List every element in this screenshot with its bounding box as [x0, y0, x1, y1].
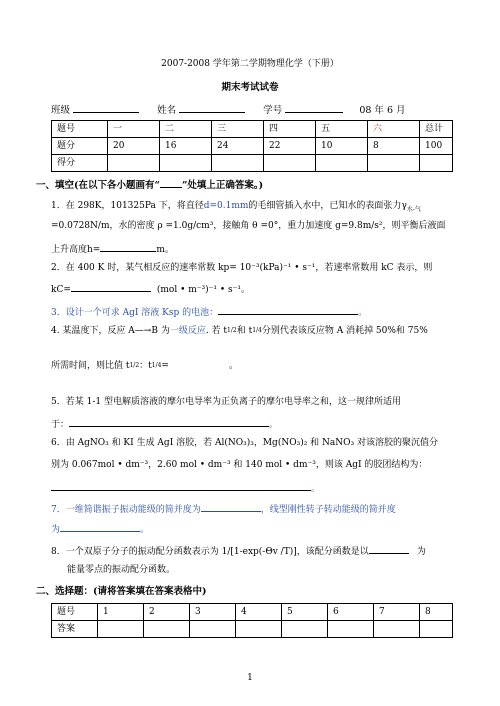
exam-subtitle: 期末考试试卷: [221, 82, 279, 93]
question-6-line-3: 。: [51, 481, 320, 495]
answer-field-q7b[interactable]: [60, 522, 140, 532]
cell: 题分: [52, 138, 108, 155]
score-input[interactable]: [420, 155, 453, 172]
question-2-line-2: kC= (mol • m⁻³)⁻¹ • s⁻¹。: [51, 282, 250, 296]
cell: 20: [108, 138, 160, 155]
cell: 二: [160, 121, 212, 138]
answer-table-row-answers: [52, 621, 453, 638]
answer-input[interactable]: [420, 621, 453, 638]
question-1-line-1: 1．在 298K，101325Pa 下，将直径d=0.1mm的毛细管插入水中，已知水的表面张力$\gamma_{水-气}$: [51, 201, 421, 213]
page-number: 1: [247, 673, 253, 683]
student-info-row: [51, 103, 406, 117]
cell: 四: [264, 121, 316, 138]
score-input[interactable]: [212, 155, 264, 172]
cell: 100: [420, 138, 453, 155]
question-8-line-2: 能量零点的振动配分函数。: [67, 565, 176, 575]
answer-input[interactable]: [98, 621, 144, 638]
cell: 1: [98, 604, 144, 621]
cell: 五: [316, 121, 368, 138]
cell: 8: [420, 604, 453, 621]
answer-field-q2[interactable]: [71, 282, 151, 292]
cell: 4: [236, 604, 282, 621]
cell: 三: [212, 121, 264, 138]
id-label: 学号: [263, 105, 283, 116]
name-field[interactable]: [179, 103, 245, 113]
question-5-line-2: 于： 。: [51, 417, 278, 431]
answer-field-q4[interactable]: [169, 358, 229, 368]
question-7-line-1: 7．一维简谐振子振动能级的简并度为 ，线型刚性转子转动能级的简并度: [51, 502, 396, 516]
cell: 题号: [52, 121, 108, 138]
cell: 六: [368, 121, 420, 138]
answer-input[interactable]: [374, 621, 420, 638]
score-input[interactable]: [264, 155, 316, 172]
question-1-line-3: 上升高度h= m。: [51, 242, 174, 256]
id-field[interactable]: [285, 103, 343, 113]
answer-field-q1[interactable]: [100, 242, 156, 252]
answer-input[interactable]: [328, 621, 374, 638]
answer-field-q7a[interactable]: [201, 502, 261, 512]
cell: 2: [144, 604, 190, 621]
cell: 16: [160, 138, 212, 155]
score-table-row-header: [52, 121, 453, 138]
cell: 3: [190, 604, 236, 621]
question-5-line-1: 5．若某 1-1 型电解质溶液的摩尔电导率为正负离子的摩尔电导率之和，这一规律所适用: [51, 397, 401, 407]
class-label: 班级: [51, 105, 71, 116]
cell: 24: [212, 138, 264, 155]
cell: 得分: [52, 155, 108, 172]
question-8-line-1: 8．一个双原子分子的振动配分函数表示为 1/[1-exp(-Θv /T)]，该配分函数是以 为: [51, 544, 426, 558]
answer-input[interactable]: [144, 621, 190, 638]
cell: 总计: [420, 121, 453, 138]
answer-field-q5[interactable]: [69, 417, 269, 427]
question-4-line-2: 所需时间，则比值 t1/2：t1/4= 。: [51, 358, 238, 372]
question-6-line-2: 别为 0.067mol • dm⁻³，2.60 mol • dm⁻³ 和 140 mol • dm⁻³，则该 AgI 的胶团结构为：: [51, 460, 428, 470]
answer-input[interactable]: [236, 621, 282, 638]
question-2-line-1: 2．在 400 K 时，某气相反应的速率常数 kp= 10⁻³(kPa)⁻¹ • s⁻¹，若速率常数用 kC 表示，则: [51, 263, 433, 273]
question-3: 3．设计一个可求 AgI 溶液 Ksp 的电池： 。: [51, 305, 367, 319]
score-table: [51, 120, 453, 172]
answer-table: [51, 603, 453, 638]
exam-title: 2007-2008 学年第二学期物理化学（下册）: [161, 59, 339, 69]
answer-input[interactable]: [190, 621, 236, 638]
question-7-line-2: 为 。: [51, 522, 149, 536]
section1-heading: 一、填空(在以下各小题画有“ ”处填上正确答案。): [36, 180, 264, 191]
answer-field-q6[interactable]: [51, 481, 311, 491]
cell: 题号: [52, 604, 98, 621]
section2-heading: 二、选择题：(请将答案填在答案表格中): [36, 586, 207, 597]
score-input[interactable]: [160, 155, 212, 172]
cell: 22: [264, 138, 316, 155]
cell: 7: [374, 604, 420, 621]
score-input[interactable]: [316, 155, 368, 172]
cell: 6: [328, 604, 374, 621]
answer-table-row-header: [52, 604, 453, 621]
class-field[interactable]: [73, 103, 139, 113]
score-table-row-score: [52, 155, 453, 172]
score-input[interactable]: [108, 155, 160, 172]
question-1-line-2: =0.0728N/m，水的密度 ρ =1.0g/cm³，接触角 θ =0°，重力加速度 g=9.8m/s²，则平衡后液面: [51, 221, 446, 231]
score-table-row-points: [52, 138, 453, 155]
exam-date: 08 年 6 月: [359, 105, 406, 116]
cell: 5: [282, 604, 328, 621]
score-input[interactable]: [368, 155, 420, 172]
cell: 10: [316, 138, 368, 155]
question-4-line-1: 4. 某温度下，反应 A—→B 为一级反应. 若 t1/2和 t1/4分别代表该反应物 A 消耗掉 50%和 75%: [51, 326, 428, 336]
answer-field-q3[interactable]: [218, 305, 358, 315]
cell: 一: [108, 121, 160, 138]
cell: 答案: [52, 621, 98, 638]
answer-field-q8[interactable]: [369, 544, 409, 554]
question-6-line-1: 6．由 AgNO₃ 和 KI 生成 AgI 溶胶，若 Al(NO₃)₃，Mg(NO₃)₂ 和 NaNO₃ 对该溶胶的聚沉值分: [51, 438, 438, 448]
answer-input[interactable]: [282, 621, 328, 638]
name-label: 姓名: [157, 105, 177, 116]
cell: 8: [368, 138, 420, 155]
